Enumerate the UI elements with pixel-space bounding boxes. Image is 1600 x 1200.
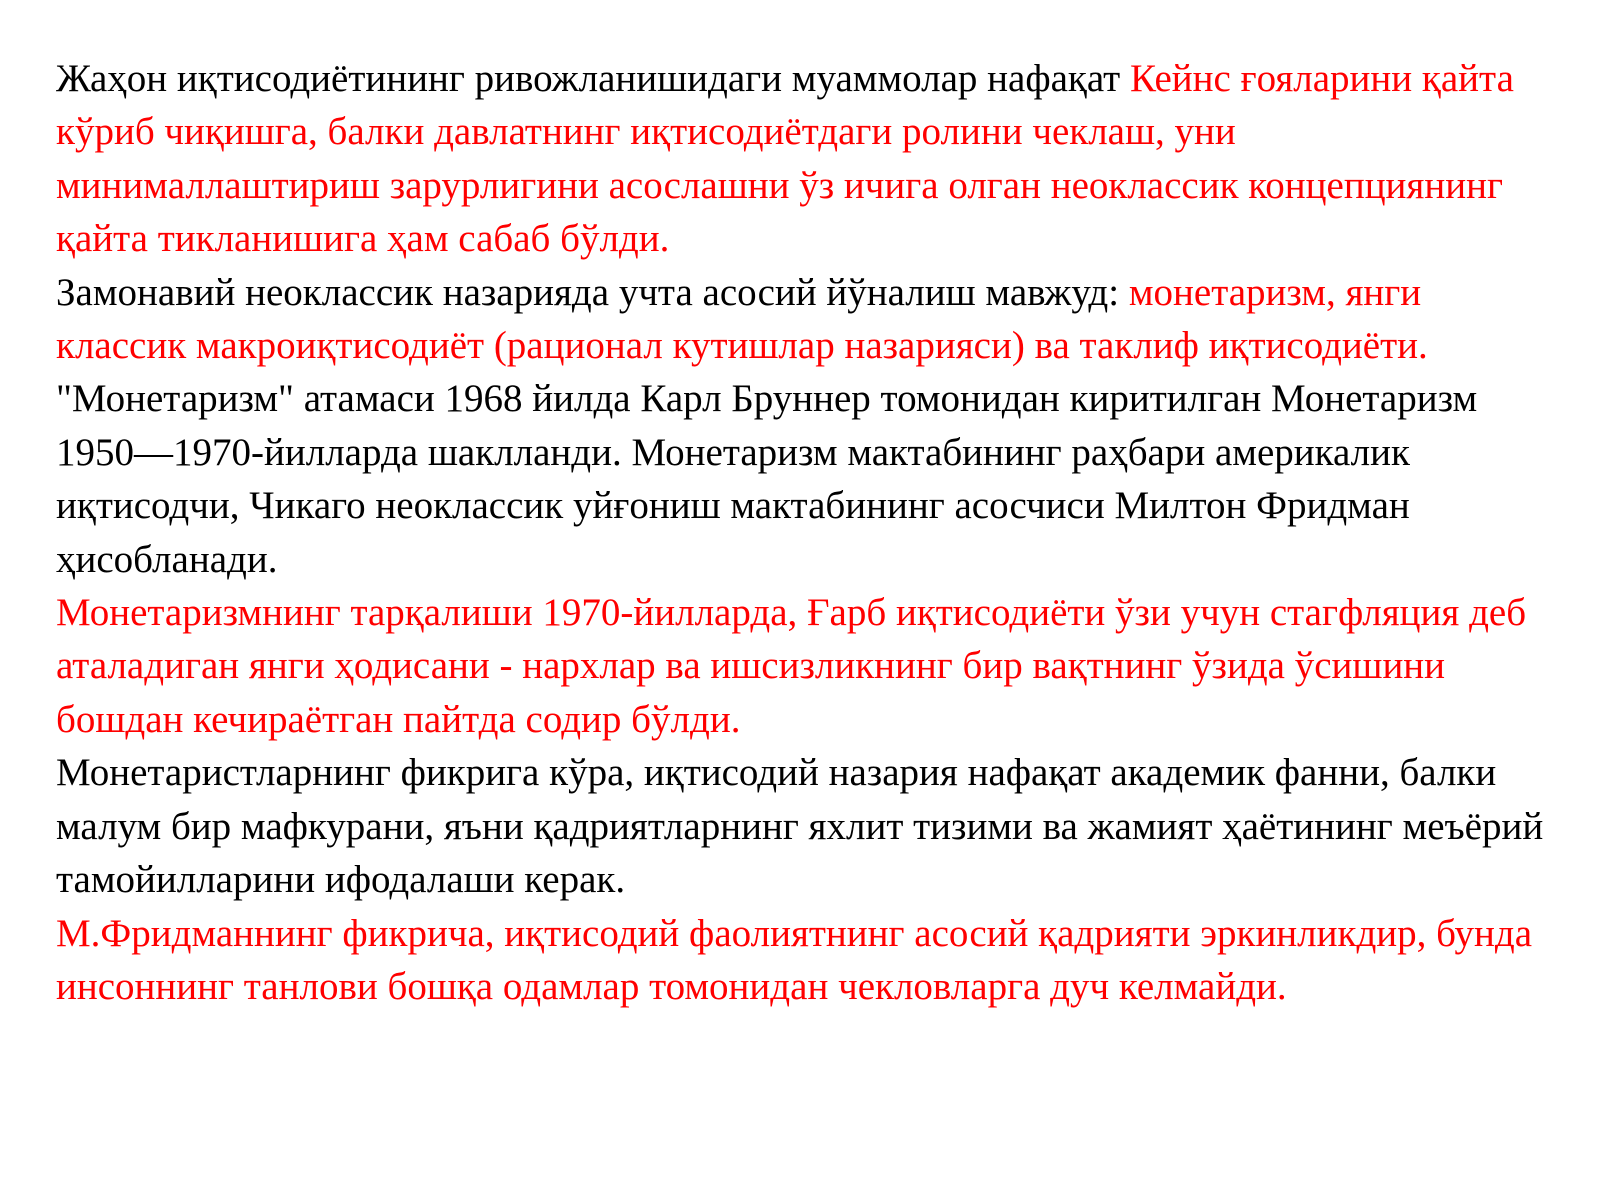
paragraph-stagflation-highlight: Монетаризмнинг тарқалиши 1970-йилларда, Ғарб иқтисодиёти ўзи учун стагфляция деб аталадиган янги ҳодисани - нархлар ва ишсизликнинг бир вақтнинг ўзида ўсишини бошдан кечираётган пайтда содир бўлди. xyxy=(56,591,1527,741)
paragraph-ideology-text: Монетаристларнинг фикрига кўра, иқтисодий назария нафақат академик фанни, балки малум бир мафкурани, яъни қадриятларнинг яхлит тизими ва жамият ҳаётининг меъёрий тамойилларини ифодалаши керак. xyxy=(56,751,1544,902)
paragraph-stagflation xyxy=(56,586,1556,746)
slide-text-body xyxy=(56,52,1556,1013)
paragraph-ideology xyxy=(56,746,1556,906)
paragraph-friedman-highlight: М.Фридманнинг фикрича, иқтисодий фаолиятнинг асосий қадрияти эркинликдир, бунда инсоннинг танлови бошқа одамлар томонидан чекловларга дуч келмайди. xyxy=(56,911,1533,1008)
paragraph-directions xyxy=(56,266,1556,373)
paragraph-monetarism-term-text: "Монетаризм" атамаси 1968 йилда Карл Бруннер томонидан киритилган Монетаризм 1950—1970-йилларда шаклланди. Монетаризм мактабининг раҳбари америкалик иқтисодчи, Чикаго неоклассик уйғониш мактабининг асосчиси Милтон Фридман ҳисобланади. xyxy=(56,377,1478,581)
paragraph-directions-intro: Замонавий неоклассик назарияда учта асосий йўналиш мавжуд: xyxy=(56,270,1129,314)
paragraph-friedman xyxy=(56,907,1556,1014)
paragraph-directions-highlight: монетаризм, янги классик макроиқтисодиёт (рационал кутишлар назарияси) ва таклиф иқтисодиёти. xyxy=(56,270,1428,368)
paragraph-keynes xyxy=(56,52,1556,266)
paragraph-monetarism-term xyxy=(56,372,1556,586)
paragraph-keynes-intro: Жаҳон иқтисодиётининг ривожланишидаги муаммолар нафақат xyxy=(56,57,1130,100)
paragraph-keynes-highlight: Кейнс ғояларини қайта кўриб чиқишга, балки давлатнинг иқтисодиётдаги ролини чеклаш, уни минималлаштириш зарурлигини асослашни ўз ичига олган неоклассик концепциянинг қайта тикланишига ҳам сабаб бўлди. xyxy=(56,57,1514,261)
